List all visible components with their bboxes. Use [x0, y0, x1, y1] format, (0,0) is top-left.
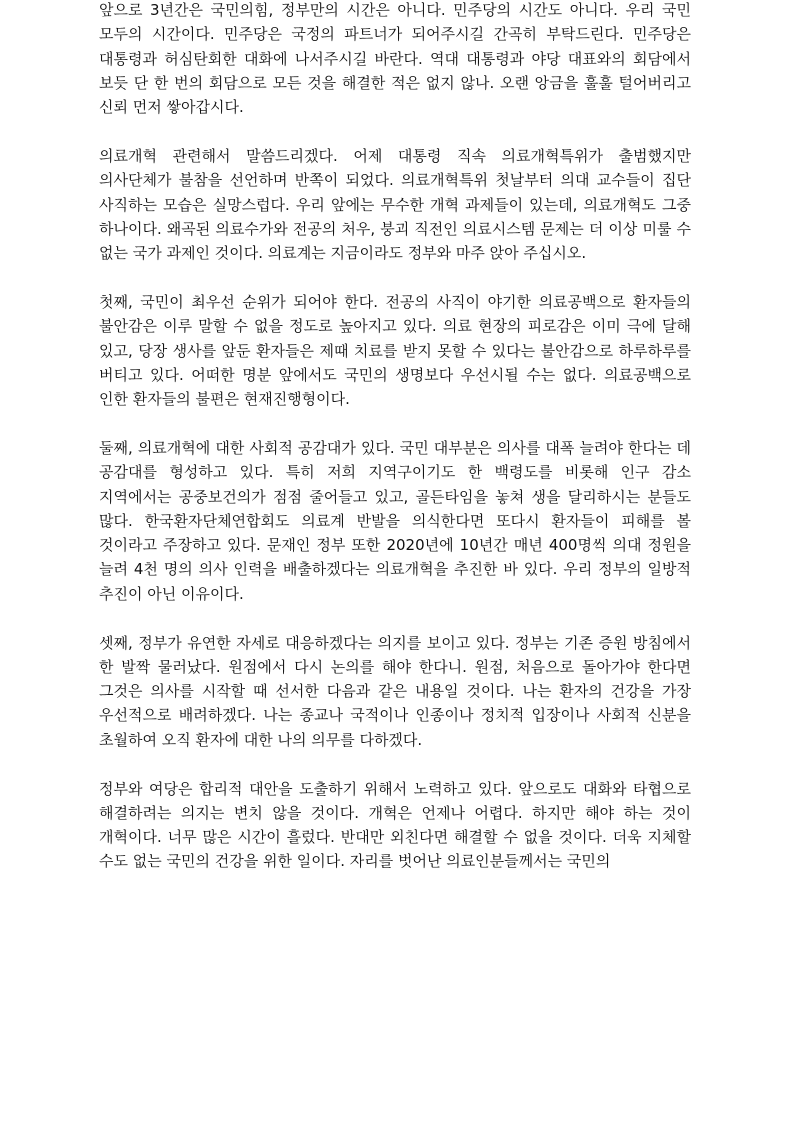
document-page — [99, 0, 691, 898]
paragraph-first-point: 첫째, 국민이 최우선 순위가 되어야 한다. 전공의 사직이 야기한 의료공백으로 환자들의 불안감은 이루 말할 수 없을 정도로 높아지고 있다. 의료 현장의 피로감은 이미 극에 달해 있고, 당장 생사를 앞둔 환자들은 제때 치료를 받지 못할 수 있다는 불안감으로 하루하루를 버티고 있다. 어떠한 명분 앞에서도 국민의 생명보다 우선시될 수는 없다. 의료공백으로 인한 환자들의 불편은 현재진행형이다. — [99, 292, 691, 409]
paragraph-dialogue-appeal: 앞으로 3년간은 국민의힘, 정부만의 시간은 아니다. 민주당의 시간도 아니다. 우리 국민 모두의 시간이다. 민주당은 국정의 파트너가 되어주시길 간곡히 부탁드린다. 민주당은 대통령과 허심탄회한 대화에 나서주시길 바란다. 역대 대통령과 야당 대표와의 회담에서 보듯 단 한 번의 회담으로 모든 것을 해결한 적은 없지 않나. 오랜 앙금을 훌훌 털어버리고 신뢰 먼저 쌓아갑시다. — [99, 1, 691, 117]
paragraph-closing: 정부와 여당은 합리적 대안을 도출하기 위해서 노력하고 있다. 앞으로도 대화와 타협으로 해결하려는 의지는 변치 않을 것이다. 개혁은 언제나 어렵다. 하지만 해야 하는 것이 개혁이다. 너무 많은 시간이 흘렀다. 반대만 외친다면 해결할 수 없을 것이다. 더욱 지체할 수도 없는 국민의 건강을 위한 일이다. 자리를 벗어난 의료인분들께서는 국민의 — [99, 779, 691, 871]
paragraph-medical-reform: 의료개혁 관련해서 말씀드리겠다. 어제 대통령 직속 의료개혁특위가 출범했지만 의사단체가 불참을 선언하며 반쪽이 되었다. 의료개혁특위 첫날부터 의대 교수들이 집단 사직하는 모습은 실망스럽다. 우리 앞에는 무수한 개혁 과제들이 있는데, 의료개혁도 그중 하나이다. 왜곡된 의료수가와 전공의 처우, 붕괴 직전인 의료시스템 문제는 더 이상 미룰 수 없는 국가 과제인 것이다. 의료계는 지금이라도 정부와 마주 앉아 주십시오. — [99, 146, 691, 263]
paragraph-third-point: 셋째, 정부가 유연한 자세로 대응하겠다는 의지를 보이고 있다. 정부는 기존 증원 방침에서 한 발짝 물러났다. 원점에서 다시 논의를 해야 한다니. 원점, 처음으로 돌아가야 한다면 그것은 의사를 시작할 때 선서한 다음과 같은 내용일 것이다. 나는 환자의 건강을 가장 우선적으로 배려하겠다. 나는 종교나 국적이나 인종이나 정치적 입장이나 사회적 신분을 초월하여 오직 환자에 대한 나의 의무를 다하겠다. — [99, 633, 691, 749]
paragraph-second-point: 둘째, 의료개혁에 대한 사회적 공감대가 있다. 국민 대부분은 의사를 대폭 늘려야 한다는 데 공감대를 형성하고 있다. 특히 저희 지역구이기도 한 백령도를 비롯해 인구 감소 지역에서는 공중보건의가 점점 줄어들고 있고, 골든타임을 놓쳐 생을 달리하시는 분들도 많다. 한국환자단체연합회도 의료계 반발을 의식한다면 또다시 환자들이 피해를 볼 것이라고 주장하고 있다. 문재인 정부 또한 2020년에 10년간 매년 400명씩 의대 정원을 늘려 4천 명의 의사 인력을 배출하겠다는 의료개혁을 추진한 바 있다. 우리 정부의 일방적 추진이 아닌 이유이다. — [99, 438, 691, 603]
